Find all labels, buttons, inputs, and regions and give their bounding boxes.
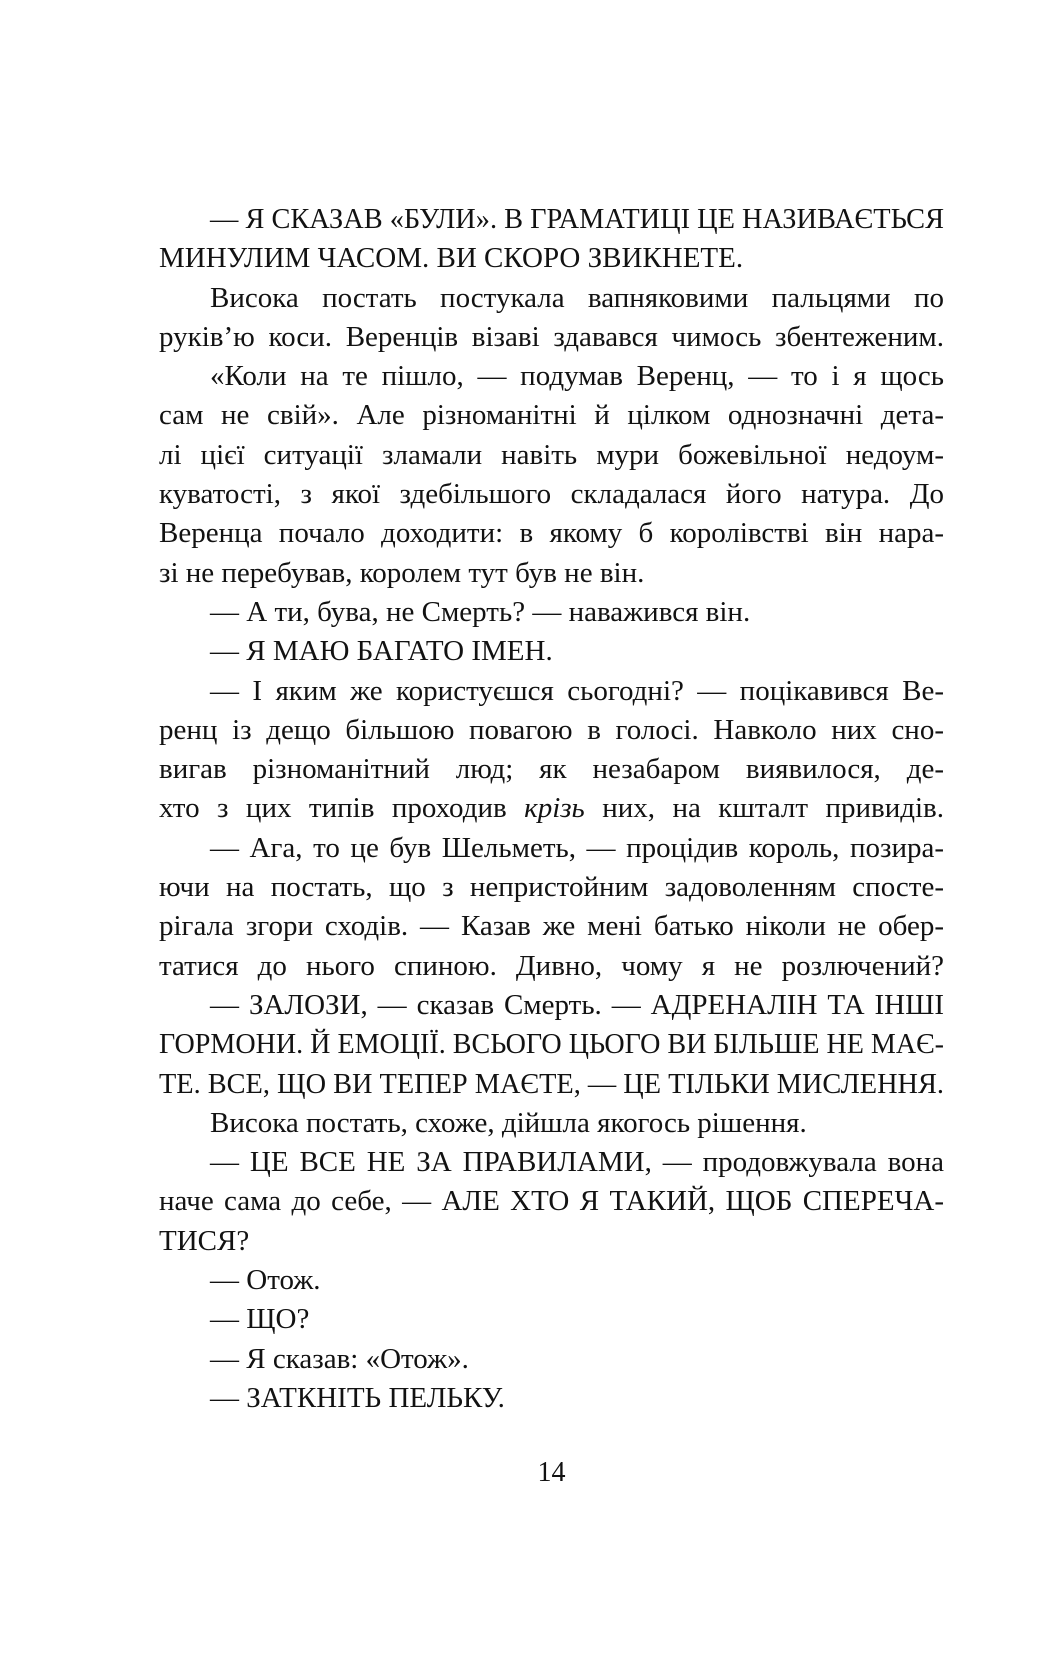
text-segment: ТЕ. ВСЕ, ЩО ВИ ТЕПЕР МАЄТЕ, — ЦЕ ТІЛЬКИ МИСЛЕННЯ. [159,1067,944,1100]
text-line [159,672,944,711]
text-segment: хто з цих типів проходив [159,792,525,825]
text-line-content [210,1379,505,1418]
text-line [159,868,944,907]
text-line [159,1379,944,1418]
text-line-content [210,632,553,671]
text-segment: Висока постать постукала вапняковими пальцями по [210,281,944,314]
text-line [159,436,944,475]
text-line-content [210,593,750,632]
text-line-content [210,829,944,868]
text-segment: Веренца почало доходити: в якому б королівстві він нара- [159,517,944,550]
text-line-content [159,789,944,828]
text-line-content [210,279,944,318]
text-segment: — Ага, то це був Шельметь, — процідив король, позира- [210,831,944,864]
text-segment: — Отож. [210,1264,321,1297]
text-line [159,514,944,553]
text-line-content [159,711,944,750]
text-segment: «Коли на те пішло, — подумав Веренц, — то і я щось [210,360,944,393]
text-segment: наче сама до себе, — АЛЕ ХТО Я ТАКИЙ, ЩОБ СПЕРЕЧА- [159,1185,944,1218]
text-line [159,1261,944,1300]
text-segment: вигав різноманітний люд; як незабаром виявилося, де- [159,753,944,786]
text-line-content [159,318,944,357]
text-line-content [159,1222,249,1261]
text-line [159,632,944,671]
text-segment: МИНУЛИМ ЧАСОМ. ВИ СКОРО ЗВИКНЕТЕ. [159,242,744,275]
text-line [159,750,944,789]
text-segment: куватості, з якої здебільшого складалася його натура. До [159,478,944,511]
text-segment: ючи на постать, що з непристойним задоволенням спосте- [159,871,944,904]
text-segment: ТИСЯ? [159,1224,250,1257]
text-line [159,593,944,632]
text-line [159,200,944,239]
text-line [159,711,944,750]
text-line-content [159,750,944,789]
text-segment: ГОРМОНИ. Й ЕМОЦІЇ. ВСЬОГО ЦЬОГО ВИ БІЛЬШЕ НЕ МАЄ- [159,1028,944,1061]
page-number: 14 [537,1457,566,1488]
text-line [159,1143,944,1182]
text-line-content [159,947,944,986]
text-line-content [159,396,944,435]
text-line [159,1182,944,1221]
text-line [159,554,944,593]
text-segment: рігала згори сходів. — Казав же мені батько ніколи не обер- [159,910,944,943]
text-line-content [210,200,944,239]
text-line-content [159,239,743,278]
text-line [159,279,944,318]
text-segment: — І яким же користуєшся сьогодні? — поцікавився Ве- [210,674,944,707]
text-line-content [159,436,944,475]
text-line-content [210,1261,321,1300]
text-segment: — Я сказав: «Отож». [210,1342,469,1375]
text-line-content [210,1300,309,1339]
text-segment: сам не свій». Але різноманітні й цілком однозначні дета- [159,399,944,432]
text-segment: — ЗАТКНІТЬ ПЕЛЬКУ. [210,1381,505,1414]
text-line-content [159,514,944,553]
text-line-content [210,1104,807,1143]
text-line [159,1065,944,1104]
text-segment: — Я МАЮ БАГАТО ІМЕН. [210,635,553,668]
text-line-content [210,986,944,1025]
italic-word: крізь [524,792,585,825]
text-line-content [159,1182,944,1221]
text-line-content [159,907,944,946]
text-line [159,357,944,396]
text-line-content [210,672,944,711]
text-line-content [159,1025,944,1064]
text-segment: ренц із дещо більшою повагою в голосі. Навколо них сно- [159,713,944,746]
text-line-content [210,1340,469,1379]
text-line-content [210,1143,944,1182]
text-segment: — ЩО? [210,1303,310,1336]
text-line [159,1340,944,1379]
text-line [159,986,944,1025]
text-segment: руків’ю коси. Веренців візаві здавався чимось збентеженим. [159,320,944,353]
text-line [159,239,944,278]
text-block [159,200,944,1418]
text-segment: зі не перебував, королем тут був не він. [159,556,645,589]
text-line [159,907,944,946]
text-line-content [159,554,644,593]
text-line [159,1300,944,1339]
text-segment: них, на кшталт привидів. [584,792,944,825]
text-segment: — Я СКАЗАВ «БУЛИ». В ГРАМАТИЦІ ЦЕ НАЗИВАЄТЬСЯ [210,203,944,235]
text-line [159,789,944,828]
text-segment: Висока постать, схоже, дійшла якогось рішення. [210,1106,807,1139]
text-line [159,1104,944,1143]
text-line [159,829,944,868]
text-segment: — ЗАЛОЗИ, — сказав Смерть. — АДРЕНАЛІН ТА ІНШІ [210,988,944,1021]
text-line-content [159,475,944,514]
text-line [159,1025,944,1064]
text-segment: — А ти, бува, не Смерть? — наважився він. [210,595,751,628]
text-line [159,318,944,357]
text-segment: — ЦЕ ВСЕ НЕ ЗА ПРАВИЛАМИ, — продовжувала вона [210,1146,944,1179]
text-line-content [159,1065,944,1104]
text-segment: татися до нього спиною. Дивно, чому я не розлючений? [159,949,944,982]
text-line [159,947,944,986]
text-segment: лі цієї ситуації зламали навіть мури божевільної недоум- [159,438,944,471]
text-line [159,396,944,435]
text-line-content [159,868,944,907]
text-line [159,475,944,514]
text-line [159,1222,944,1261]
text-line-content [210,357,944,396]
